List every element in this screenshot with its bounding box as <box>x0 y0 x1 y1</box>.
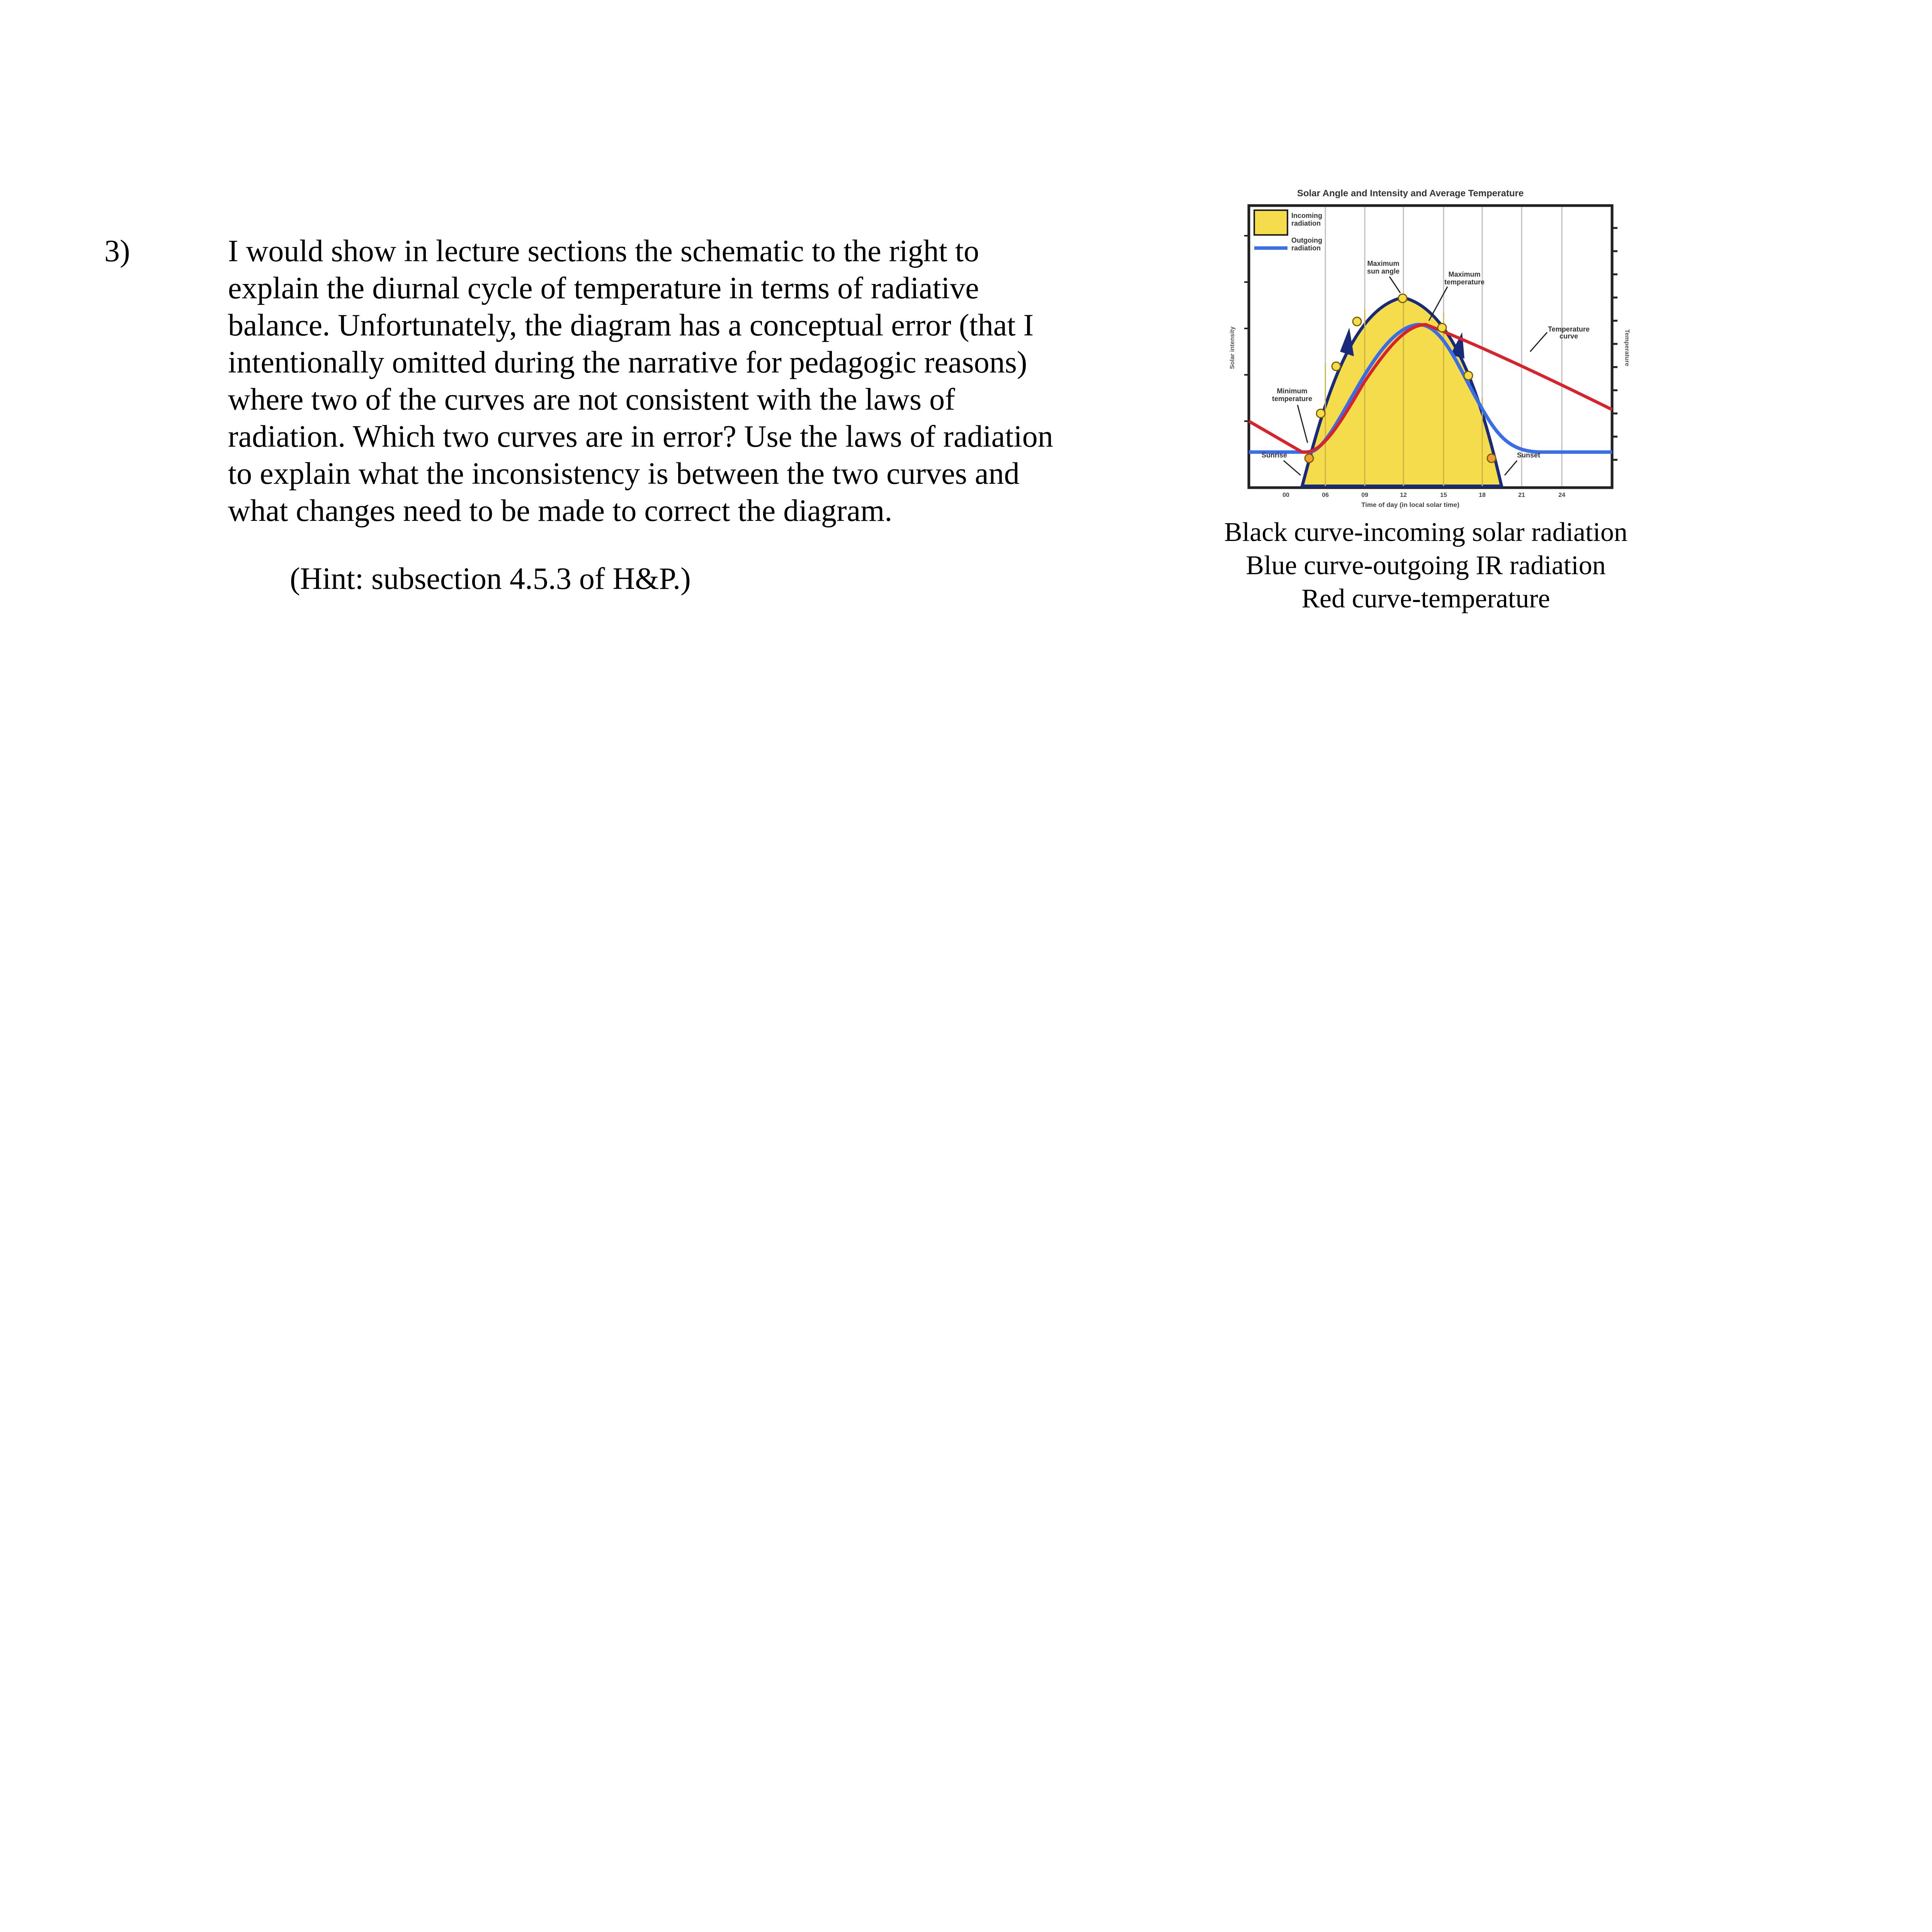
question-line: to explain what the inconsistency is between the two curves and <box>228 457 1020 491</box>
x-tick-label: 00 <box>1282 492 1289 498</box>
figure-caption <box>1159 516 1692 616</box>
sunset-label: Sunset <box>1517 451 1541 459</box>
caption-line-black: Black curve-incoming solar radiation <box>1224 517 1628 547</box>
x-tick-label: 12 <box>1400 492 1407 498</box>
max-sun-angle-label: sun angle <box>1367 267 1400 275</box>
x-axis-label: Time of day (in local solar time) <box>1361 501 1459 509</box>
x-tick-label: 15 <box>1440 492 1447 498</box>
question-line: what changes need to be made to correct the diagram. <box>228 494 893 528</box>
question-line: radiation. Which two curves are in error? Use the laws of radiation <box>228 420 1053 454</box>
max-sun-angle-label: Maximum <box>1367 260 1400 267</box>
x-tick-label: 09 <box>1361 492 1368 498</box>
diurnal-cycle-figure <box>1209 182 1634 522</box>
question-line: balance. Unfortunately, the diagram has a conceptual error (that I <box>228 308 1034 342</box>
question-line: intentionally omitted during the narrative for pedagogic reasons) <box>228 345 1027 379</box>
x-tick-label: 18 <box>1479 492 1486 498</box>
question-3 <box>104 233 1179 529</box>
caption-line-red: Red curve-temperature <box>1301 584 1550 614</box>
x-tick-label: 06 <box>1322 492 1329 498</box>
caption-line-blue: Blue curve-outgoing IR radiation <box>1246 551 1606 580</box>
question-number: 3) <box>104 234 130 268</box>
hint-text: (Hint: subsection 4.5.3 of H&P.) <box>290 562 691 596</box>
diurnal-diagram-svg <box>1209 182 1634 522</box>
question-line: I would show in lecture sections the schematic to the right to <box>228 234 979 268</box>
legend-incoming-label: radiation <box>1291 219 1321 227</box>
legend-incoming-swatch <box>1254 210 1287 235</box>
sunrise-label: Sunrise <box>1261 451 1287 459</box>
x-tick-label: 21 <box>1518 492 1525 498</box>
y-axis-left-label: Solar intensity <box>1229 326 1236 369</box>
min-temperature-label: temperature <box>1272 395 1313 403</box>
x-tick-label: 24 <box>1558 492 1565 498</box>
legend-incoming-label: Incoming <box>1291 212 1322 219</box>
temperature-curve-label: curve <box>1559 332 1578 340</box>
max-temperature-label: Maximum <box>1448 270 1481 278</box>
x-tick-labels <box>1282 492 1565 498</box>
question-line: where two of the curves are not consistent with the laws of <box>228 383 955 417</box>
question-line: explain the diurnal cycle of temperature in terms of radiative <box>228 271 979 305</box>
legend-outgoing-label: radiation <box>1291 244 1321 252</box>
temperature-curve-label: Temperature <box>1548 325 1590 333</box>
y-axis-right-label: Temperature <box>1624 329 1630 366</box>
min-temperature-label: Minimum <box>1277 387 1308 395</box>
figure-title: Solar Angle and Intensity and Average Temperature <box>1297 188 1524 199</box>
max-temperature-label: temperature <box>1444 278 1485 286</box>
legend-outgoing-label: Outgoing <box>1291 236 1322 244</box>
